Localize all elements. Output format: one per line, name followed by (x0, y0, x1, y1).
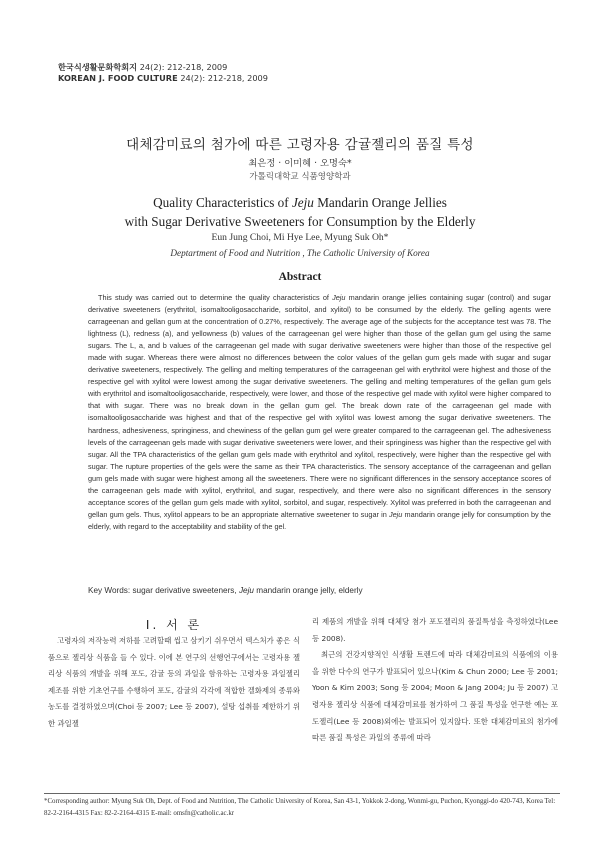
title-english-line2: with Sugar Derivative Sweeteners for Consumption by the Elderly (124, 214, 476, 229)
abstract-body (88, 292, 551, 533)
journal-name-ko: 한국식생활문화학회지 (58, 62, 138, 72)
journal-ref-en: 24(2): 212-218, 2009 (180, 73, 268, 83)
abstract-heading: Abstract (278, 271, 322, 283)
keywords-italic: Jeju (238, 586, 254, 595)
abstract-italic-2: Jeju (388, 509, 403, 519)
keywords-label: Key Words: (88, 586, 131, 595)
right-paragraph-1: 리 제품의 개발을 위해 대체당 첨가 포도젤리의 품질특성을 측정하였다(Lee 등 2008). (312, 617, 558, 643)
affiliation-english: Deptartment of Food and Nutrition , The Catholic University of Korea (170, 248, 430, 258)
authors-korean: 최은정 · 이미혜 · 오명숙* (248, 158, 352, 169)
journal-ref-ko: 24(2): 212-218, 2009 (139, 62, 228, 72)
journal-line-en (58, 73, 268, 84)
section-heading-introduction: I. 서 론 (145, 618, 203, 632)
journal-name-en: KOREAN J. FOOD CULTURE (58, 73, 178, 83)
title-en-italic: Jeju (291, 195, 314, 210)
abstract-text-1: This study was carried out to determine the quality characteristics of (98, 293, 333, 302)
title-en-pre: Quality Characteristics of (153, 195, 292, 210)
abstract-text-3: mandarin orange jelly for consumption by the elderly, with regard to the acceptability and stability of the gel. (88, 509, 551, 531)
title-english (0, 193, 600, 231)
keywords-text-2: mandarin orange jelly, elderly (253, 586, 363, 595)
keywords (88, 586, 558, 595)
body-right-column (312, 614, 558, 747)
title-english-line1 (0, 193, 600, 212)
title-korean: 대체감미료의 첨가에 따른 고령자용 감귤젤리의 품질 특성 (126, 137, 474, 153)
journal-citation (58, 62, 268, 84)
abstract-italic-1: Jeju (332, 293, 346, 302)
footnote-divider (44, 793, 560, 794)
right-paragraph-2: 최근의 건강지향적인 식생활 트렌드에 따라 대체감미료의 식품에의 이용을 위한 다수의 연구가 발표되어 있으나(Kim & Chun 2000; Lee 등 2001; Yoon & Kim 2003; Song 등 2004; Moon & Jang 2004; Ju 등 2007) 고령자용 젤리상 식품에 대체감미료를 첨가하여 그 품질 특성을 연구한 예는 포도젤리(Lee 등 2008)외에는 발표되어 있지않다. 또한 대체감미료의 첨가에 따른 품질 특성은 과일의 종류에 따라 (312, 650, 558, 743)
corresponding-author-footnote: *Corresponding author: Myung Suk Oh, Dept. of Food and Nutrition, The Catholic University of Korea, San 43-1, Yokkok 2-dong, Wonmi-gu, Puchon, Kyonggi-do 420-743, Korea Tel: 82-2-2164-4315 Fax: 82-2-2164-4315 E-mail: omsfn@catholic.ac.kr (44, 798, 556, 817)
left-paragraph: 고령자의 저작능력 저하를 고려할때 씹고 삼키기 쉬우면서 텍스처가 좋은 식품으로 젤리상 식품을 들 수 있다. 이에 본 연구의 선행연구에서는 고령자용 젤리상 식품의 개발을 위해 포도, 감귤 등의 과일을 함유하는 고령자용 과일젤리 제조를 위한 기초연구를 수행하여 포도, 감귤의 각각에 적합한 겔화제의 종류와 농도를 결정하였으며(Choi 등 2007; Lee 등 2007), 설탕 섭취를 제한하기 위한 과일젤 (48, 636, 300, 728)
affiliation-korean: 가톨릭대학교 식품영양학과 (249, 172, 351, 182)
title-en-post: Mandarin Orange Jellies (313, 195, 447, 210)
body-left-column (48, 633, 300, 733)
abstract-text-2: mandarin orange jellies containing sugar (control) and sugar derivative sweeteners (erythritol, isomaltooligosaccharide, sorbitol, and xylitol) to be consumed by the elderly. The gelling agents were carrageenan and gellan gum at the concentration of 0.27%, respectively. The average age of the subjects for the acceptance test was 78. The lightness (L), redness (a), and yellowness (b) values of the carrageenan gel were higher than those of the gellan gum gel using the same sugars. The L, a, and b values of the carrageenan gel made with sugar derivative sweeteners were higher than those of the respective gel made with sugar. Whereas there were almost no differences between the color values of the gellan gum gels made with sugar and sugar derivative sweeteners, respectively. The gelling and melting temperatures of the carrageenan gel with erythritol were highest and those of the respective gel with xylitol were lowest among the sugar derivative sweeteners. The gelling and melting temperatures of the gellan gum gels with erythritol and isomaltooligosaccharide, respectively, were lower, and those of the respective gel made with xylitol were higher compared to that with sugar. There was no break down in the gellan gum gel. The break down rate of the carrageenan gel made with isomaltooligosaccharide was highest and that of the respective gel with xylitol was lowest among the sugar derivative sweeteners. The hardness, adhesiveness, springiness, and chewiness of the gellan gum gel were greater compared to the carrageenan gel. The adhesiveness levels of the carrageenan gels made with sugar derivative sweeteners were lower, and their springiness was higher than the respective gel with sugar. All the TPA characteristics of the gellan gum gels made with erythritol and xylitol, respectively, were higher than the respective gel with sugar. The rupture properties of the gels were the same as their TPA characteristics. The sensory acceptance of the carrageenan and gellan gum gels made with sugar were highest among all the sweeteners. There were no significant differences in the sensory acceptance scores of the carrageenan gels made with xylitol, erythritol, and sugar, respectively, and there were also no significant differences in the sensory acceptance scores of the gellan gum gels made with xylitol, sorbitol, and sugar, respectively. Xylitol was preferred in both the carrageenan and gellan gum gels. Thus, xylitol appears to be an appropriate alternative sweetener to sugar in (88, 293, 551, 519)
journal-line-ko (58, 62, 268, 73)
keywords-text-1: sugar derivative sweeteners, (130, 586, 239, 595)
authors-english: Eun Jung Choi, Mi Hye Lee, Myung Suk Oh* (211, 232, 389, 243)
